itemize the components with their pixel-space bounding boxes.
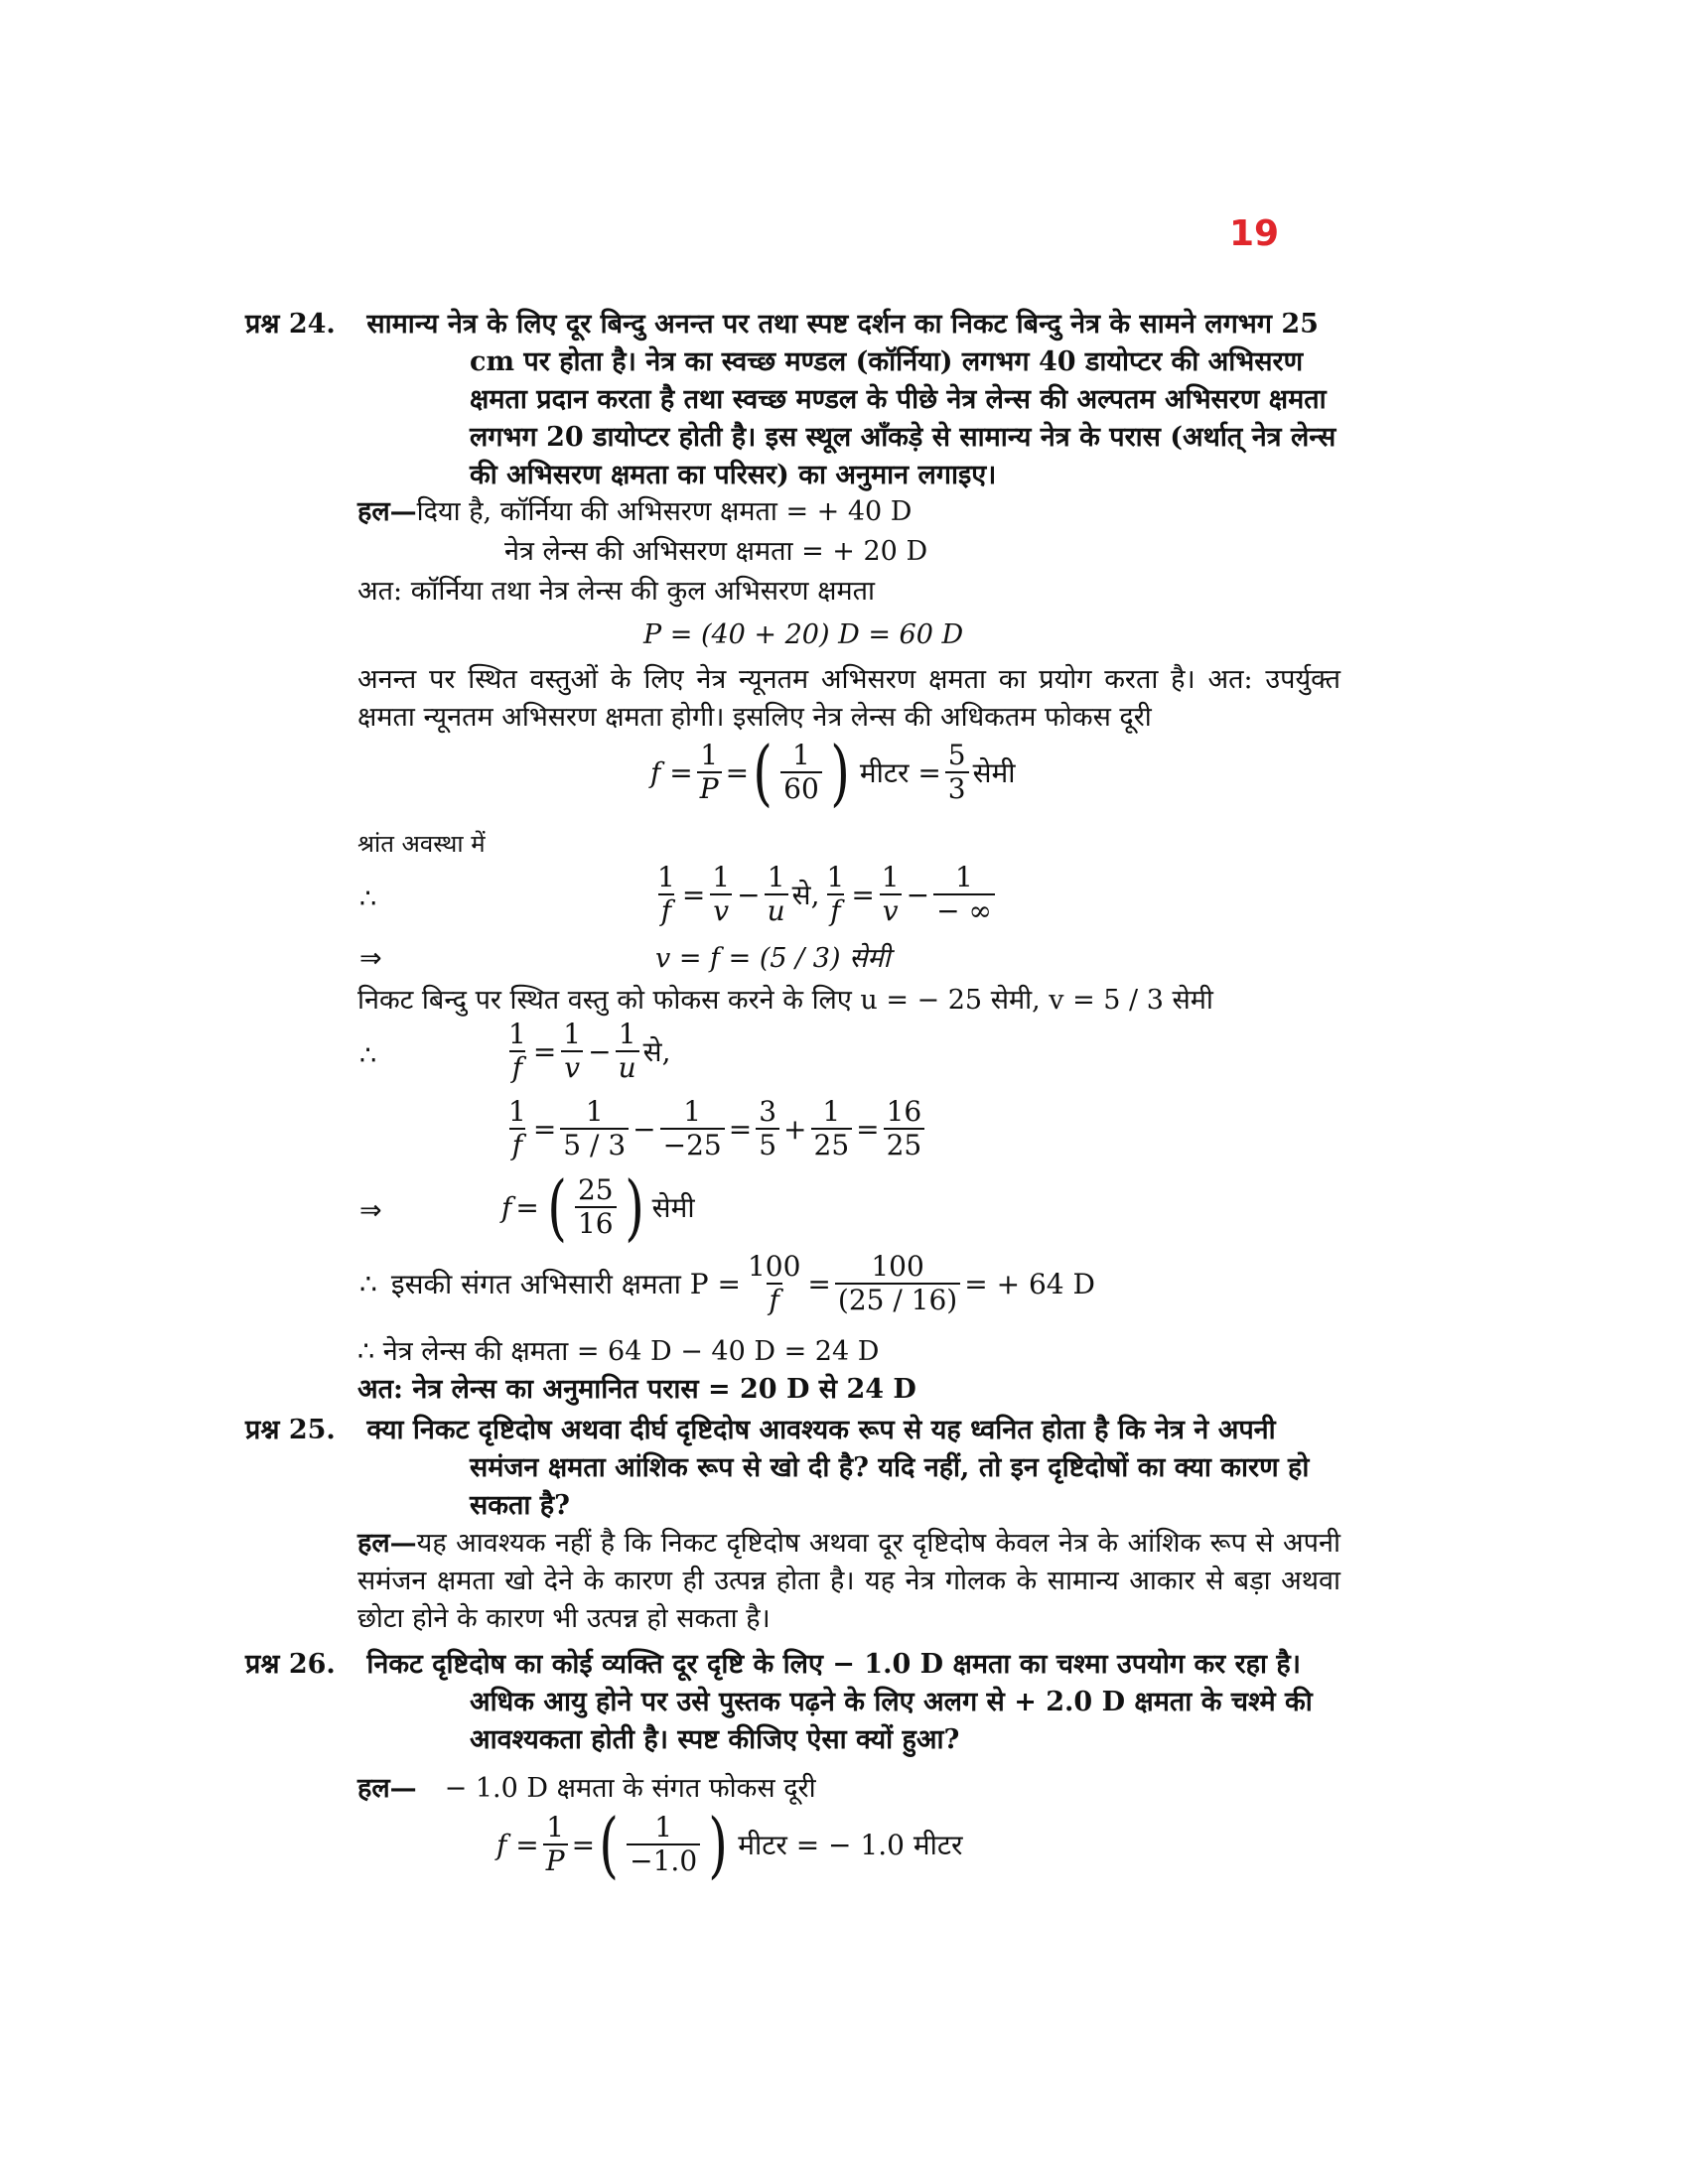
equation-substitution: $\frac{1}{f}$ = $\frac{1}{5 / 3}$ − $\frac{1}{-25}$ = $\frac{3}{5}$ + $\frac{1}{25}$ = $\frac{16}{25}$ xyxy=(501,1096,928,1161)
solution-24-given-2: नेत्र लेन्स की अभिसरण क्षमता = + 20 D xyxy=(504,536,928,567)
equation-focal-length-26: f = $\frac{1}{P}$ = ( $\frac{1}{-1.0}$ ) मीटर = − 1.0 मीटर xyxy=(496,1803,963,1886)
near-point-statement: निकट बिन्दु पर स्थित वस्तु को फोकस करने के लिए u = − 25 सेमी, v = 5 / 3 सेमी xyxy=(357,985,1213,1016)
page-number: 19 xyxy=(1229,213,1280,254)
solution-24-total-label: अत: कॉर्निया तथा नेत्र लेन्स की कुल अभिसरण क्षमता xyxy=(357,576,875,607)
solution-25-label: हल— xyxy=(357,1528,417,1559)
relaxed-state-label: श्रांत अवस्था में xyxy=(357,830,486,858)
question-25-text: क्या निकट दृष्टिदोष अथवा दीर्घ दृष्टिदोष आवश्यक रूप से यह ध्वनित होता है कि नेत्र ने अपनी समंजन क्षमता आंशिक रूप से खो दी है? यदि नहीं, तो इन दृष्टिदोषों का क्या कारण हो सकता है? xyxy=(366,1415,1310,1521)
implies-symbol-2: ⇒ xyxy=(359,1195,382,1226)
fraction-5-3: $\frac{5}{3}$ xyxy=(945,740,969,805)
solution-24-para-1: अनन्त पर स्थित वस्तुओं के लिए नेत्र न्यूनतम अभिसरण क्षमता का प्रयोग करता है। अत: उपर्युक्त क्षमता न्यूनतम अभिसरण क्षमता होगी। इसलिए नेत्र लेन्स की अधिकतम फोकस दूरी xyxy=(357,664,1340,733)
equation-lens-formula-infinity: $\frac{1}{f}$ = $\frac{1}{v}$ − $\frac{1}{u}$ से, $\frac{1}{f}$ = $\frac{1}{v}$ − $\frac{1}{- \infty}$ xyxy=(650,862,999,927)
question-26: प्रश्न 26. निकट दृष्टिदोष का कोई व्यक्ति दूर दृष्टि के लिए − 1.0 D क्षमता का चश्मा उपयोग कर रहा है। अधिक आयु होने पर उसे पुस्तक पढ़ने के लिए अलग से + 2.0 D क्षमता के चश्मे की आवश्यकता होती है। स्पष्ट कीजिए ऐसा क्यों हुआ? xyxy=(245,1649,1313,1755)
question-24: प्रश्न 24. सामान्य नेत्र के लिए दूर बिन्दु अनन्त पर तथा स्पष्ट दर्शन का निकट बिन्दु नेत्र के सामने लगभग 25 cm पर होता है। नेत्र का स्वच्छ मण्डल (कॉर्निया) लगभग 40 डायोप्टर की अभिसरण क्षमता प्रदान करता है तथा स्वच्छ मण्डल के पीछे नेत्र लेन्स की अल्पतम अभिसरण क्षमता लगभग 20 डायोप्टर होती है। इस स्थूल आँकड़े से सामान्य नेत्र के परास (अर्थात् नेत्र लेन्स की अभिसरण क्षमता का परिसर) का अनुमान लगाइए। xyxy=(245,309,1336,490)
solution-25 xyxy=(357,1525,1340,1638)
question-25: प्रश्न 25. क्या निकट दृष्टिदोष अथवा दीर्घ दृष्टिदोष आवश्यक रूप से यह ध्वनित होता है कि नेत्र ने अपनी समंजन क्षमता आंशिक रूप से खो दी है? यदि नहीं, तो इन दृष्टिदोषों का क्या कारण हो सकता है? xyxy=(245,1415,1310,1521)
lens-power-result: ∴ नेत्र लेन्स की क्षमता = 64 D − 40 D = 24 D xyxy=(357,1336,880,1367)
equation-power: ∴ इसकी संगत अभिसारी क्षमता P = $\frac{100}{f}$ = $\frac{100}{(25 / 16)}$ = + 64 D xyxy=(359,1250,1095,1316)
implies-symbol: ⇒ xyxy=(359,943,382,974)
equation-lens-formula: $\frac{1}{f}$ = $\frac{1}{v}$ − $\frac{1}{u}$ से, xyxy=(508,1018,671,1084)
solution-26-intro: हल— − 1.0 D क्षमता के संगत फोकस दूरी xyxy=(357,1773,816,1804)
fraction-1-over-p: $\frac{1}{P}$ xyxy=(697,740,722,805)
question-26-text: निकट दृष्टिदोष का कोई व्यक्ति दूर दृष्टि के लिए − 1.0 D क्षमता का चश्मा उपयोग कर रहा है। अधिक आयु होने पर उसे पुस्तक पढ़ने के लिए अलग से + 2.0 D क्षमता के चश्मे की आवश्यकता होती है। स्पष्ट कीजिए ऐसा क्यों हुआ? xyxy=(366,1649,1313,1755)
range-result: अत: नेत्र लेन्स का अनुमानित परास = 20 D से 24 D xyxy=(357,1374,916,1405)
solution-25-text: यह आवश्यक नहीं है कि निकट दृष्टिदोष अथवा दूर दृष्टिदोष केवल नेत्र के आंशिक रूप से अपनी समंजन क्षमता खो देने के कारण ही उत्पन्न होता है। यह नेत्र गोलक के सामान्य आकार से बड़ा अथवा छोटा होने के कारण भी उत्पन्न हो सकता है। xyxy=(357,1528,1340,1634)
equation-f-result: f = ( $\frac{25}{16}$ ) सेमी xyxy=(501,1165,695,1249)
therefore-symbol-2: ∴ xyxy=(359,1040,377,1071)
solution-24-total-eq: P = (40 + 20) D = 60 D xyxy=(643,619,964,650)
equation-focal-length: f = $\frac{1}{P}$ = ( $\frac{1}{60}$ ) मीटर = $\frac{5}{3}$ सेमी xyxy=(650,731,1016,814)
solution-26-label: हल— xyxy=(357,1773,417,1804)
therefore-symbol: ∴ xyxy=(359,884,377,914)
v-equals-f: v = f = (5 / 3) सेमी xyxy=(655,943,891,974)
question-24-text: सामान्य नेत्र के लिए दूर बिन्दु अनन्त पर तथा स्पष्ट दर्शन का निकट बिन्दु नेत्र के सामने लगभग 25 cm पर होता है। नेत्र का स्वच्छ मण्डल (कॉर्निया) लगभग 40 डायोप्टर की अभिसरण क्षमता प्रदान करता है तथा स्वच्छ मण्डल के पीछे नेत्र लेन्स की अल्पतम अभिसरण क्षमता लगभग 20 डायोप्टर होती है। इस स्थूल आँकड़े से सामान्य नेत्र के परास (अर्थात् नेत्र लेन्स की अभिसरण क्षमता का परिसर) का अनुमान लगाइए। xyxy=(366,309,1336,490)
solution-24-given-1: हल—दिया है, कॉर्निया की अभिसरण क्षमता = + 40 D xyxy=(357,496,913,527)
solution-24-label: हल— xyxy=(357,496,417,527)
